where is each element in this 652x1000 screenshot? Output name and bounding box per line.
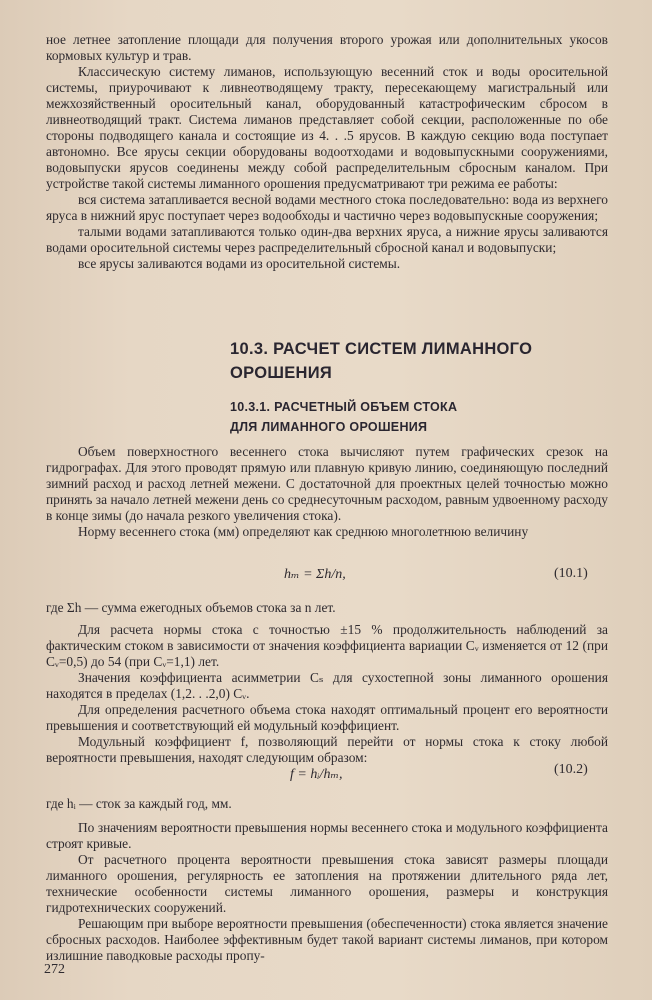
text-block-mid <box>46 444 608 540</box>
paragraph: Для определения расчетного объема стока находят оптимальный процент его вероятности превышения и соответствующий ей модульный коэффициент. <box>46 702 608 733</box>
paragraph: Решающим при выборе вероятности превышения (обеспеченности) стока является значение сбросных расходов. Наиболее эффективным будет такой вариант системы лиманов, при котором излишние паводковые расходы пропу- <box>46 916 608 963</box>
paragraph: ное летнее затопление площади для получения второго урожая или дополнительных укосов кормовых культур и трав. <box>46 32 608 63</box>
subsection-heading <box>230 397 457 437</box>
paragraph: где Σh — сумма ежегодных объемов стока за n лет. <box>46 600 336 615</box>
equation-number: (10.1) <box>554 566 588 581</box>
section-heading <box>230 337 532 385</box>
section-heading-line: 10.3. РАСЧЕТ СИСТЕМ ЛИМАННОГО <box>230 340 533 358</box>
equation-number: (10.2) <box>554 762 588 777</box>
paragraph: Норму весеннего стока (мм) определяют как среднюю многолетнюю величину <box>78 524 529 539</box>
subsection-heading-line: ДЛЯ ЛИМАННОГО ОРОШЕНИЯ <box>230 420 428 434</box>
paragraph: где hᵢ — сток за каждый год, мм. <box>46 796 232 811</box>
page-number: 272 <box>44 962 65 977</box>
formula-10-1: hₘ = Σh/n, <box>284 567 346 582</box>
paragraph: Классическую систему лиманов, использующую весенний сток и воды оросительной системы, приурочивают к ливнеотводящему тракту, пересекающему магистральный или межхозяйственный оросительный канал, оборудованный катастрофическим сбросом в ливнеотводящий тракт. Система лиманов представляет собой секции, расположенные по обе стороны подводящего канала и состоящие из 4. . .5 ярусов. В каждую секцию вода поступает автономно. Все ярусы секции оборудованы водоотходами и водовыпускными сооружениями, водовыпуски ярусов соединены между собой распределительным сбросным каналом. При устройстве такой системы лиманного орошения предусматривают три режима ее работы: <box>46 64 608 191</box>
paragraph: От расчетного процента вероятности превышения стока зависят размеры площади лиманного орошения, регулярность ее затопления на протяжении длительного ряда лет, технические особенности системы лиманного орошения, размеры и конструкция гидротехнических сооружений. <box>46 852 608 915</box>
paragraph: Объем поверхностного весеннего стока вычисляют путем графических срезок на гидрографах. Для этого проводят прямую или плавную кривую линию, соединяющую последний зимний расход и расход летней межени. С достаточной для проектных целей точностью можно принять за начало летней межени день со среднесуточным расходом, равным удвоенному расходу в конце зимы (до начала резкого увеличения стока). <box>46 444 608 523</box>
paragraph: Значения коэффициента асимметрии Cₛ для сухостепной зоны лиманного орошения находятся в пределах (1,2. . .2,0) Cᵥ. <box>46 670 608 701</box>
text-block-mid2 <box>46 600 608 766</box>
paragraph: вся система затапливается весной водами местного стока последовательно: вода из верхнего яруса в нижний ярус поступает через водообходы и частично через водовыпускные сооружения; <box>46 192 608 223</box>
paragraph: По значениям вероятности превышения нормы весеннего стока и модульного коэффициента строят кривые. <box>46 820 608 851</box>
paragraph: Для расчета нормы стока с точностью ±15 % продолжительность наблюдений за фактическим стоком в зависимости от значения коэффициента вариации Cᵥ изменяется от 12 (при Cᵥ=0,5) до 54 (при Cᵥ=1,1) лет. <box>46 622 608 669</box>
section-heading-line: ОРОШЕНИЯ <box>230 364 333 382</box>
text-block-top <box>46 32 608 272</box>
text-block-bottom <box>46 796 608 964</box>
subsection-heading-line: 10.3.1. РАСЧЕТНЫЙ ОБЪЕМ СТОКА <box>230 400 458 414</box>
paragraph: все ярусы заливаются водами из оросительной системы. <box>78 256 401 271</box>
formula-10-2: f = hᵢ/hₘ, <box>290 767 343 782</box>
paragraph: талыми водами затапливаются только один-два верхних яруса, а нижние ярусы заливаются водами оросительной системы через распределительный сбросной канал и водовыпуски; <box>46 224 608 255</box>
paragraph: Модульный коэффициент f, позволяющий перейти от нормы стока к стоку любой вероятности превышения, находят следующим образом: <box>46 734 608 765</box>
